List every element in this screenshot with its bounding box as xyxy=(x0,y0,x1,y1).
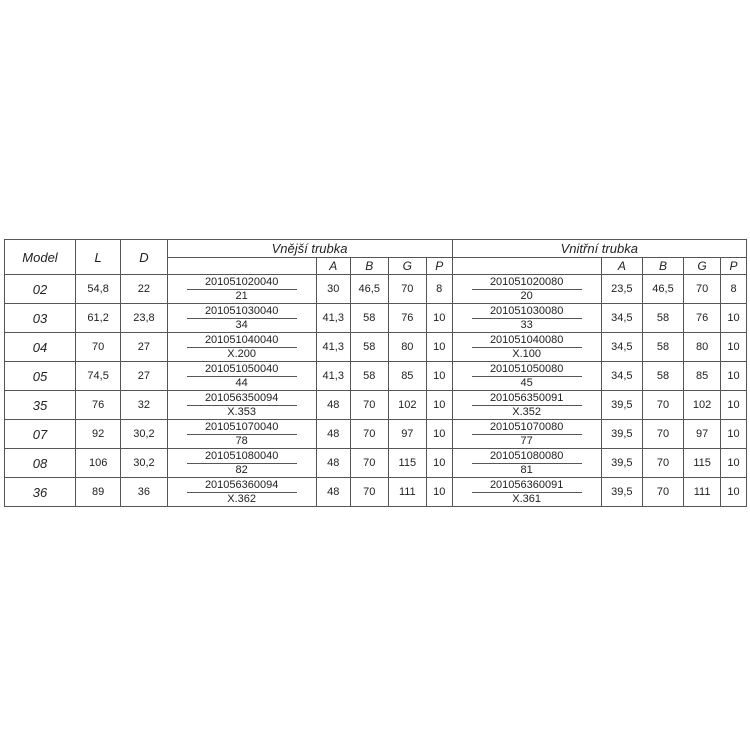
spec-table xyxy=(4,239,747,507)
part-number: 201056360094 xyxy=(187,479,297,493)
part-subnumber: X.100 xyxy=(512,347,542,360)
inner-b-cell: 70 xyxy=(642,478,683,507)
outer-g-cell: 70 xyxy=(388,275,426,304)
inner-p-cell: 10 xyxy=(721,333,747,362)
outer-code-cell xyxy=(167,478,316,507)
header-inner-a: A xyxy=(601,258,642,275)
outer-g-cell: 102 xyxy=(388,391,426,420)
part-number: 201051030040 xyxy=(187,305,297,319)
part-number-block xyxy=(168,276,316,303)
part-subnumber: 81 xyxy=(520,463,533,476)
part-number: 201051040040 xyxy=(187,334,297,348)
inner-code-cell xyxy=(452,420,601,449)
inner-code-cell xyxy=(452,478,601,507)
part-subnumber: X.352 xyxy=(512,405,542,418)
header-inner-b: B xyxy=(642,258,683,275)
part-number-block xyxy=(453,392,601,419)
d-cell: 22 xyxy=(121,275,167,304)
part-subnumber: 82 xyxy=(235,463,248,476)
part-number: 201051040080 xyxy=(472,334,582,348)
outer-g-cell: 97 xyxy=(388,420,426,449)
outer-a-cell: 41,3 xyxy=(316,333,350,362)
model-cell: 36 xyxy=(5,478,76,507)
outer-code-cell xyxy=(167,275,316,304)
outer-code-cell xyxy=(167,333,316,362)
inner-b-cell: 70 xyxy=(642,420,683,449)
outer-g-cell: 85 xyxy=(388,362,426,391)
outer-a-cell: 48 xyxy=(316,420,350,449)
outer-a-cell: 48 xyxy=(316,391,350,420)
l-cell: 74,5 xyxy=(76,362,121,391)
inner-g-cell: 111 xyxy=(684,478,721,507)
part-number-block xyxy=(168,334,316,361)
table-row xyxy=(5,449,747,478)
model-cell: 35 xyxy=(5,391,76,420)
inner-b-cell: 70 xyxy=(642,449,683,478)
inner-a-cell: 39,5 xyxy=(601,420,642,449)
inner-b-cell: 58 xyxy=(642,362,683,391)
outer-p-cell: 10 xyxy=(426,391,452,420)
inner-p-cell: 10 xyxy=(721,420,747,449)
outer-p-cell: 10 xyxy=(426,333,452,362)
header-l: L xyxy=(76,240,121,275)
model-cell: 05 xyxy=(5,362,76,391)
l-cell: 92 xyxy=(76,420,121,449)
d-cell: 27 xyxy=(121,362,167,391)
outer-b-cell: 46,5 xyxy=(350,275,388,304)
outer-code-cell xyxy=(167,304,316,333)
outer-b-cell: 70 xyxy=(350,420,388,449)
header-row-group xyxy=(5,240,747,258)
inner-code-cell xyxy=(452,275,601,304)
inner-p-cell: 10 xyxy=(721,478,747,507)
inner-g-cell: 97 xyxy=(684,420,721,449)
inner-b-cell: 70 xyxy=(642,391,683,420)
part-subnumber: 20 xyxy=(520,289,533,302)
outer-code-cell xyxy=(167,420,316,449)
l-cell: 76 xyxy=(76,391,121,420)
part-number: 201056350094 xyxy=(187,392,297,406)
outer-g-cell: 80 xyxy=(388,333,426,362)
model-cell: 07 xyxy=(5,420,76,449)
part-subnumber: X.361 xyxy=(512,492,542,505)
outer-code-cell xyxy=(167,449,316,478)
part-number-block xyxy=(453,305,601,332)
part-number: 201051020080 xyxy=(472,276,582,290)
outer-p-cell: 8 xyxy=(426,275,452,304)
inner-g-cell: 115 xyxy=(684,449,721,478)
part-subnumber: X.353 xyxy=(227,405,257,418)
inner-p-cell: 10 xyxy=(721,391,747,420)
table-row xyxy=(5,391,747,420)
inner-g-cell: 85 xyxy=(684,362,721,391)
l-cell: 70 xyxy=(76,333,121,362)
table-row xyxy=(5,304,747,333)
d-cell: 32 xyxy=(121,391,167,420)
d-cell: 30,2 xyxy=(121,420,167,449)
outer-p-cell: 10 xyxy=(426,362,452,391)
part-number: 201056360091 xyxy=(472,479,582,493)
header-inner-p: P xyxy=(721,258,747,275)
inner-g-cell: 102 xyxy=(684,391,721,420)
header-inner-tube: Vnitřní trubka xyxy=(452,240,746,258)
outer-a-cell: 41,3 xyxy=(316,304,350,333)
header-inner-code xyxy=(452,258,601,275)
part-number-block xyxy=(453,479,601,506)
table-row xyxy=(5,478,747,507)
outer-p-cell: 10 xyxy=(426,304,452,333)
part-number: 201056350091 xyxy=(472,392,582,406)
d-cell: 23,8 xyxy=(121,304,167,333)
inner-g-cell: 80 xyxy=(684,333,721,362)
outer-b-cell: 58 xyxy=(350,304,388,333)
part-number: 201051070040 xyxy=(187,421,297,435)
table-row xyxy=(5,362,747,391)
part-subnumber: 34 xyxy=(235,318,248,331)
part-number: 201051080040 xyxy=(187,450,297,464)
model-cell: 03 xyxy=(5,304,76,333)
inner-g-cell: 76 xyxy=(684,304,721,333)
part-number: 201051030080 xyxy=(472,305,582,319)
outer-code-cell xyxy=(167,362,316,391)
part-subnumber: X.200 xyxy=(227,347,257,360)
outer-b-cell: 58 xyxy=(350,362,388,391)
part-number-block xyxy=(168,421,316,448)
inner-b-cell: 58 xyxy=(642,304,683,333)
model-cell: 08 xyxy=(5,449,76,478)
outer-b-cell: 70 xyxy=(350,449,388,478)
part-number-block xyxy=(453,334,601,361)
part-number-block xyxy=(168,305,316,332)
outer-b-cell: 70 xyxy=(350,478,388,507)
inner-a-cell: 34,5 xyxy=(601,304,642,333)
part-number: 201051080080 xyxy=(472,450,582,464)
inner-a-cell: 23,5 xyxy=(601,275,642,304)
inner-p-cell: 10 xyxy=(721,362,747,391)
outer-p-cell: 10 xyxy=(426,420,452,449)
part-number: 201051050080 xyxy=(472,363,582,377)
model-cell: 04 xyxy=(5,333,76,362)
part-number-block xyxy=(168,392,316,419)
outer-g-cell: 115 xyxy=(388,449,426,478)
part-number-block xyxy=(453,421,601,448)
inner-a-cell: 34,5 xyxy=(601,333,642,362)
outer-a-cell: 48 xyxy=(316,449,350,478)
inner-a-cell: 39,5 xyxy=(601,478,642,507)
l-cell: 106 xyxy=(76,449,121,478)
part-number-block xyxy=(453,276,601,303)
part-number: 201051070080 xyxy=(472,421,582,435)
inner-code-cell xyxy=(452,333,601,362)
part-subnumber: 33 xyxy=(520,318,533,331)
header-outer-tube: Vnější trubka xyxy=(167,240,452,258)
outer-a-cell: 30 xyxy=(316,275,350,304)
header-outer-a: A xyxy=(316,258,350,275)
header-d: D xyxy=(121,240,167,275)
part-subnumber: 45 xyxy=(520,376,533,389)
outer-code-cell xyxy=(167,391,316,420)
inner-code-cell xyxy=(452,449,601,478)
header-inner-g: G xyxy=(684,258,721,275)
table-body xyxy=(5,275,747,507)
part-number-block xyxy=(453,363,601,390)
inner-p-cell: 10 xyxy=(721,304,747,333)
header-model: Model xyxy=(5,240,76,275)
outer-p-cell: 10 xyxy=(426,478,452,507)
table-row xyxy=(5,420,747,449)
part-subnumber: 21 xyxy=(235,289,248,302)
header-outer-g: G xyxy=(388,258,426,275)
part-number: 201051020040 xyxy=(187,276,297,290)
part-number-block xyxy=(453,450,601,477)
inner-b-cell: 46,5 xyxy=(642,275,683,304)
inner-b-cell: 58 xyxy=(642,333,683,362)
inner-g-cell: 70 xyxy=(684,275,721,304)
part-number-block xyxy=(168,363,316,390)
table-row xyxy=(5,275,747,304)
inner-code-cell xyxy=(452,304,601,333)
outer-a-cell: 48 xyxy=(316,478,350,507)
part-number-block xyxy=(168,479,316,506)
l-cell: 61,2 xyxy=(76,304,121,333)
header-outer-code xyxy=(167,258,316,275)
outer-g-cell: 76 xyxy=(388,304,426,333)
outer-p-cell: 10 xyxy=(426,449,452,478)
inner-a-cell: 39,5 xyxy=(601,449,642,478)
inner-code-cell xyxy=(452,362,601,391)
l-cell: 89 xyxy=(76,478,121,507)
l-cell: 54,8 xyxy=(76,275,121,304)
part-number: 201051050040 xyxy=(187,363,297,377)
inner-p-cell: 8 xyxy=(721,275,747,304)
inner-a-cell: 34,5 xyxy=(601,362,642,391)
part-subnumber: 77 xyxy=(520,434,533,447)
outer-g-cell: 111 xyxy=(388,478,426,507)
d-cell: 30,2 xyxy=(121,449,167,478)
part-subnumber: 44 xyxy=(235,376,248,389)
header-outer-p: P xyxy=(426,258,452,275)
outer-b-cell: 58 xyxy=(350,333,388,362)
outer-b-cell: 70 xyxy=(350,391,388,420)
d-cell: 36 xyxy=(121,478,167,507)
inner-code-cell xyxy=(452,391,601,420)
part-subnumber: 78 xyxy=(235,434,248,447)
d-cell: 27 xyxy=(121,333,167,362)
model-cell: 02 xyxy=(5,275,76,304)
outer-a-cell: 41,3 xyxy=(316,362,350,391)
part-subnumber: X.362 xyxy=(227,492,257,505)
table-row xyxy=(5,333,747,362)
inner-p-cell: 10 xyxy=(721,449,747,478)
inner-a-cell: 39,5 xyxy=(601,391,642,420)
part-number-block xyxy=(168,450,316,477)
header-outer-b: B xyxy=(350,258,388,275)
